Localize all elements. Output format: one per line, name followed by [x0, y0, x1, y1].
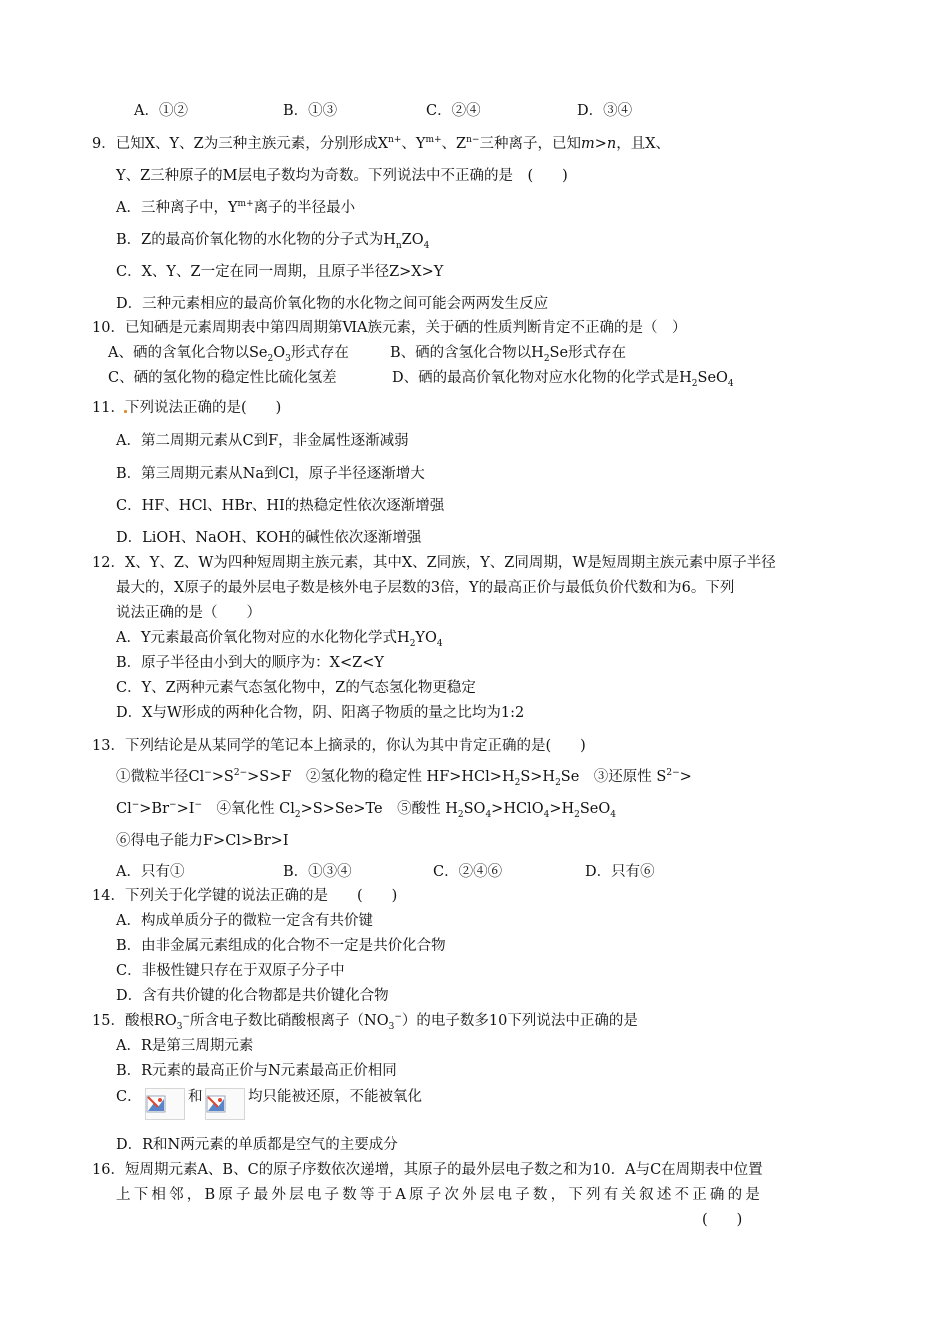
q9-option-b: B．Z的最高价氧化物的水化物的分子式为$H_nZO_4$	[116, 232, 430, 251]
q12-option-b: B．原子半径由小到大的顺序为：X<Z<Y	[116, 655, 384, 671]
q13-line1: ①微粒半径$Cl^->S^{2-}>S>F$ ②氢化物的稳定性 $HF>HCl>H_2S>H_2Se$ ③还原性 $S^{2-}>$	[116, 768, 692, 788]
q13-line2: Cl−>Br−>I− ④氧化性 $Cl_2>S>Se>Te$ ⑤酸性 $H_2SO_4>HClO_4>H_2SeO_4$	[116, 800, 616, 820]
q16-stem-line2: 上下相邻，B原子最外层电子数等于A原子次外层电子数，下列有关叙述不正确的是	[116, 1187, 764, 1203]
q8-option-d: D．③④	[577, 103, 633, 119]
q9-option-d: D．三种元素相应的最高价氧化物的水化物之间可能会两两发生反应	[116, 296, 549, 312]
q15-option-c-and: 和	[188, 1089, 203, 1105]
q10-option-b: B、硒的含氢化合物以$H_2Se$形式存在	[390, 345, 627, 364]
q9-option-a: A．三种离子中，$Y^{m+}$离子的半径最小	[116, 199, 356, 216]
q11-option-b: B．第三周期元素从Na到Cl，原子半径逐渐增大	[116, 466, 425, 482]
q12-option-a: A．Y元素最高价氧化物对应的水化物化学式$H_2YO_4$	[116, 630, 443, 649]
q11-stem: 11．下列说法正确的是( )	[92, 400, 282, 416]
q12-option-c: C．Y、Z两种元素气态氢化物中，Z的气态氢化物更稳定	[116, 680, 476, 696]
q11-option-c: C．HF、HCl、HBr、HI的热稳定性依次逐渐增强	[116, 498, 445, 514]
q13-line3: ⑥得电子能力F>Cl>Br>I	[116, 833, 289, 849]
q12-stem-line2: 最大的，X原子的最外层电子数是核外电子层数的3倍，Y的最高正价与最低负价代数和为6。下列	[116, 580, 735, 596]
q9-stem-line1: 9．已知X、Y、Z为三种主族元素，分别形成$X^{n+}$、$Y^{m+}$、$Z^{n-}$三种离子，已知m>n，且X、	[92, 135, 671, 152]
q10-option-d: D、硒的最高价氧化物对应水化物的化学式是$H_2SeO_4$	[392, 370, 734, 389]
q15-stem: 15．酸根$RO_3^-$所含电子数比硝酸根离子$(NO_3^-)$的电子数多10下列说法中正确的是	[92, 1012, 638, 1032]
q9-option-c: C．X、Y、Z一定在同一周期，且原子半径Z>X>Y	[116, 264, 444, 280]
broken-image-icon	[145, 1088, 185, 1120]
q15-option-b: B．R元素的最高正价与N元素最高正价相同	[116, 1063, 397, 1079]
q15-option-d: D．R和N两元素的单质都是空气的主要成分	[116, 1137, 398, 1153]
q12-stem-line1: 12．X、Y、Z、W为四种短周期主族元素，其中X、Z同族，Y、Z同周期，W是短周期主族元素中原子半径	[92, 555, 776, 571]
q11-option-d: D．LiOH、NaOH、KOH的碱性依次逐渐增强	[116, 530, 422, 546]
q15-option-c-text: 均只能被还原，不能被氧化	[248, 1089, 422, 1105]
q15-option-a: A．R是第三周期元素	[116, 1038, 254, 1054]
q13-stem: 13．下列结论是从某同学的笔记本上摘录的，你认为其中肯定正确的是( )	[92, 738, 586, 754]
q15-option-c-prefix: C．	[116, 1089, 142, 1105]
q13-option-d: D．只有⑥	[585, 864, 655, 880]
q14-stem: 14．下列关于化学键的说法正确的是 ( )	[92, 888, 398, 904]
q8-option-b: B．①③	[283, 103, 338, 119]
q8-option-c: C．②④	[426, 103, 481, 119]
q9-stem-line2: Y、Z三种原子的M层电子数均为奇数。下列说法中不正确的是 ( )	[116, 168, 568, 184]
q14-option-b: B．由非金属元素组成的化合物不一定是共价化合物	[116, 938, 446, 954]
q14-option-d: D．含有共价键的化合物都是共价键化合物	[116, 988, 389, 1004]
q16-stem-line1: 16．短周期元素A、B、C的原子序数依次递增，其原子的最外层电子数之和为10．A与C在周期表中位置	[92, 1162, 763, 1178]
broken-image-icon	[205, 1088, 245, 1120]
q13-option-b: B．①③④	[283, 864, 352, 880]
q11-option-a: A．第二周期元素从C到F，非金属性逐渐减弱	[116, 433, 409, 449]
q12-stem-line3: 说法正确的是（ ）	[116, 605, 261, 621]
q12-option-d: D．X与W形成的两种化合物，阴、阳离子物质的量之比均为1:2	[116, 705, 525, 721]
q10-option-a: A、硒的含氧化合物以$Se_2O_3$形式存在	[108, 345, 349, 364]
q16-stem-line3: ( )	[702, 1212, 743, 1228]
q14-option-c: C．非极性键只存在于双原子分子中	[116, 963, 345, 979]
q13-option-c: C．②④⑥	[433, 864, 503, 880]
q8-option-a: A．①②	[134, 103, 188, 119]
q10-stem: 10．已知硒是元素周期表中第四周期第ⅥA族元素，关于硒的性质判断肯定不正确的是（ ）	[92, 320, 687, 336]
q14-option-a: A．构成单质分子的微粒一定含有共价键	[116, 913, 373, 929]
q10-option-c: C、硒的氢化物的稳定性比硫化氢差	[108, 370, 337, 386]
q13-option-a: A．只有①	[116, 864, 185, 880]
